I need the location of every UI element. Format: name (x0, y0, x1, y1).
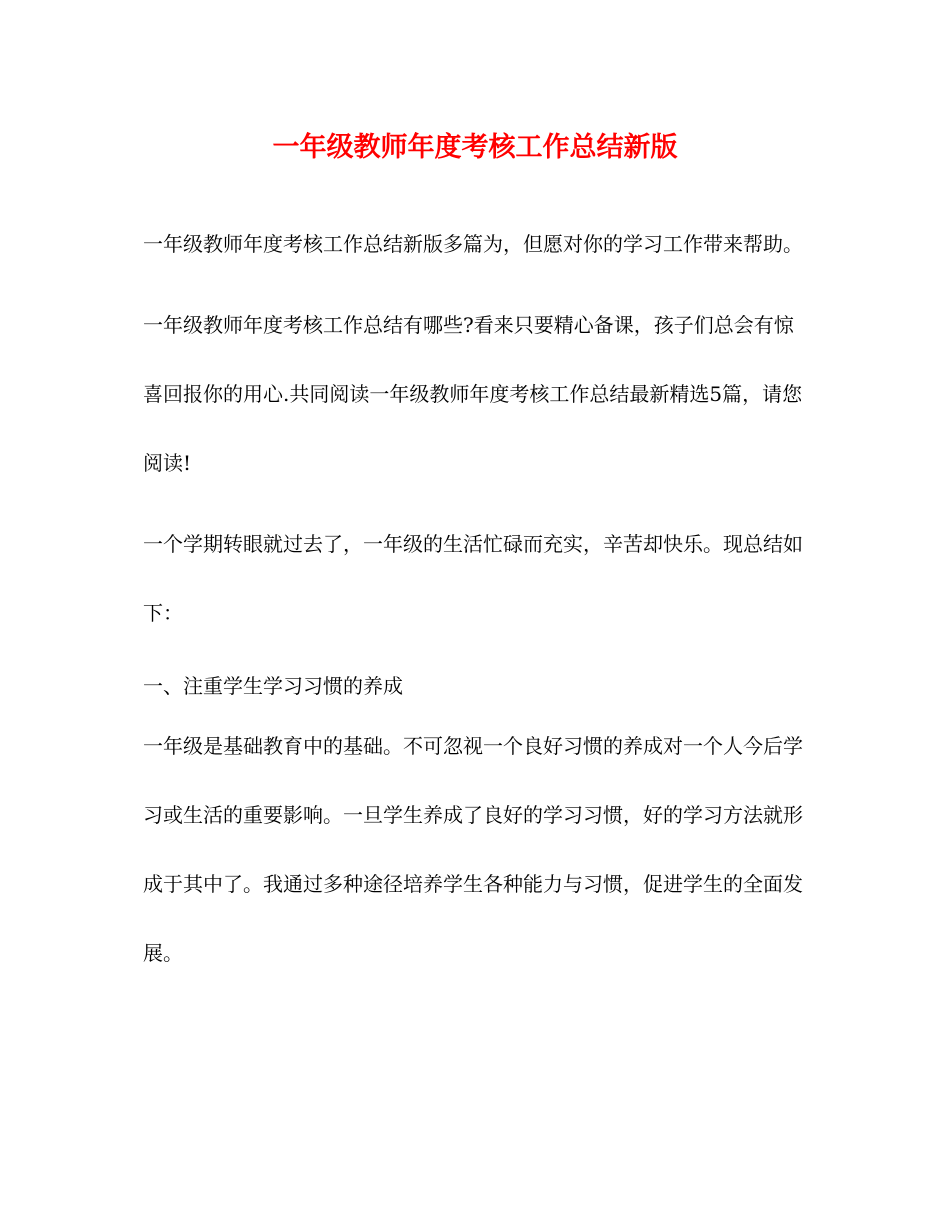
section-heading: 一、注重学生学习习惯的养成 (143, 674, 403, 698)
paragraph-summary: 一年级教师年度考核工作总结有哪些?看来只要精心备课，孩子们总会有惊喜回报你的用心.共同阅读一年级教师年度考核工作总结最新精选5篇，请您阅读! (143, 313, 803, 475)
document-body (143, 210, 811, 1000)
document-title: 一年级教师年度考核工作总结新版 (272, 132, 678, 163)
paragraph-semester: 一个学期转眼就过去了，一年级的生活忙碌而充实，辛苦却快乐。现总结如下： (143, 532, 803, 625)
paragraph-habits: 一年级是基础教育中的基础。不可忽视一个良好习惯的养成对一个人今后学习或生活的重要影响。一旦学生养成了良好的学习习惯，好的学习方法就形成于其中了。我通过多种途径培养学生各种能力与习惯，促进学生的全面发展。 (143, 734, 803, 965)
paragraph-intro: 一年级教师年度考核工作总结新版多篇为，但愿对你的学习工作带来帮助。 (143, 232, 803, 256)
